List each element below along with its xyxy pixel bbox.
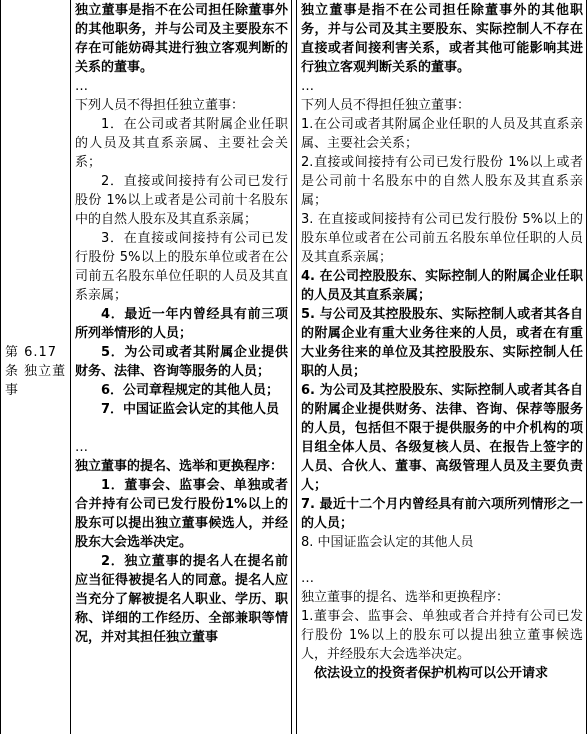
- old-definition-paragraph: 独立董事是指不在公司担任除董事外的其他职务，并与公司及主要股东不存在可能妨碍其进行独立客观判断的关系的董事。: [75, 3, 288, 75]
- old-list-item-4: 4．最近一年内曾经具有前三项所列举情形的人员；: [75, 307, 288, 341]
- old-list-item-2: 2．直接或间接持有公司已发行股份 1%以上或者是公司前十名股东中的自然人股东及其直系亲属；: [75, 174, 288, 227]
- old-ellipsis: …: [75, 79, 88, 94]
- old-nomination-item-1: 1．董事会、监事会、单独或者合并持有公司已发行股份1%以上的股东可以提出独立董事候选人，并经股东大会选举决定。: [75, 478, 288, 550]
- new-list-item-3: 3. 在直接或间接持有公司已发行股份 5%以上的股东单位或者在公司前五名股东单位任职的人员及其直系亲属；: [301, 212, 583, 265]
- old-list-item-5: 5．为公司或者其附属企业提供财务、法律、咨询等服务的人员；: [75, 345, 288, 379]
- new-list-item-6: 6. 为公司及其控股股东、实际控制人或者其各自的附属企业提供财务、法律、咨询、保荐等服务的人员，包括但不限于提供服务的中介机构的项目组全体人员、各级复核人员、在报告上签字的人员、合伙人、董事、高级管理人员及主要负责人；: [301, 383, 583, 493]
- new-list-item-4: 4. 在公司控股股东、实际控制人的附属企业任职的人员及其直系亲属；: [301, 269, 583, 303]
- old-nomination-item-2: 2．独立董事的提名人在提名前应当征得被提名人的同意。提名人应当充分了解被提名人职业、学历、职称、详细的工作经历、全部兼职等情况，并对其担任独立董事: [75, 554, 288, 645]
- new-nomination-heading: 独立董事的提名、选举和更换程序：: [301, 590, 510, 605]
- new-list-item-1: 1.在公司或者其附属企业任职的人员及其直系亲属、主要社会关系；: [301, 117, 583, 151]
- old-list-item-3: 3．在直接或间接持有公司已发行股份 5%以上的股东单位或者在公司前五名股东单位任职的人员及其直系亲属；: [75, 231, 288, 303]
- new-list-item-8: 8. 中国证监会认定的其他人员: [301, 535, 474, 550]
- row-label-cell: [0, 0, 70, 734]
- new-definition-paragraph: 独立董事是指不在公司担任除董事外的其他职务，并与公司及其主要股东、实际控制人不存在直接或者间接利害关系，或者其他可能影响其进行独立客观判断关系的董事。: [301, 3, 583, 75]
- new-investor-protection-paragraph: 依法设立的投资者保护机构可以公开请求: [314, 666, 549, 681]
- new-list-item-7: 7. 最近十二个月内曾经具有前六项所列情形之一的人员；: [301, 497, 583, 531]
- revised-text-column: [296, 0, 587, 734]
- old-ellipsis-2: …: [75, 440, 88, 455]
- old-list-item-6: 6．公司章程规定的其他人员；: [101, 383, 280, 398]
- new-ellipsis: …: [301, 79, 314, 94]
- new-nomination-item-1: 1.董事会、监事会、单独或者合并持有公司已发行股份 1%以上的股东可以提出独立董事候选人，并经股东大会选举决定。: [301, 609, 583, 662]
- old-disqualified-intro: 下列人员不得担任独立董事：: [75, 98, 245, 113]
- original-text-column: [70, 0, 292, 734]
- old-list-item-1: 1．在公司或者其附属企业任职的人员及其直系亲属、主要社会关系；: [75, 117, 288, 170]
- old-list-item-7: 7．中国证监会认定的其他人员: [101, 402, 280, 417]
- new-ellipsis-2: …: [301, 571, 314, 586]
- row-label: 第 6.17条 独立董事: [5, 345, 67, 398]
- old-nomination-heading: 独立董事的提名、选举和更换程序：: [75, 459, 284, 474]
- new-list-item-5: 5. 与公司及其控股股东、实际控制人或者其各自的附属企业有重大业务往来的人员，或者在有重大业务往来的单位及其控股股东、实际控制人任职的人员；: [301, 307, 583, 379]
- new-disqualified-intro: 下列人员不得担任独立董事：: [301, 98, 471, 113]
- new-list-item-2: 2.直接或间接持有公司已发行股份 1%以上或者是公司前十名股东中的自然人股东及其直系亲属；: [301, 155, 583, 208]
